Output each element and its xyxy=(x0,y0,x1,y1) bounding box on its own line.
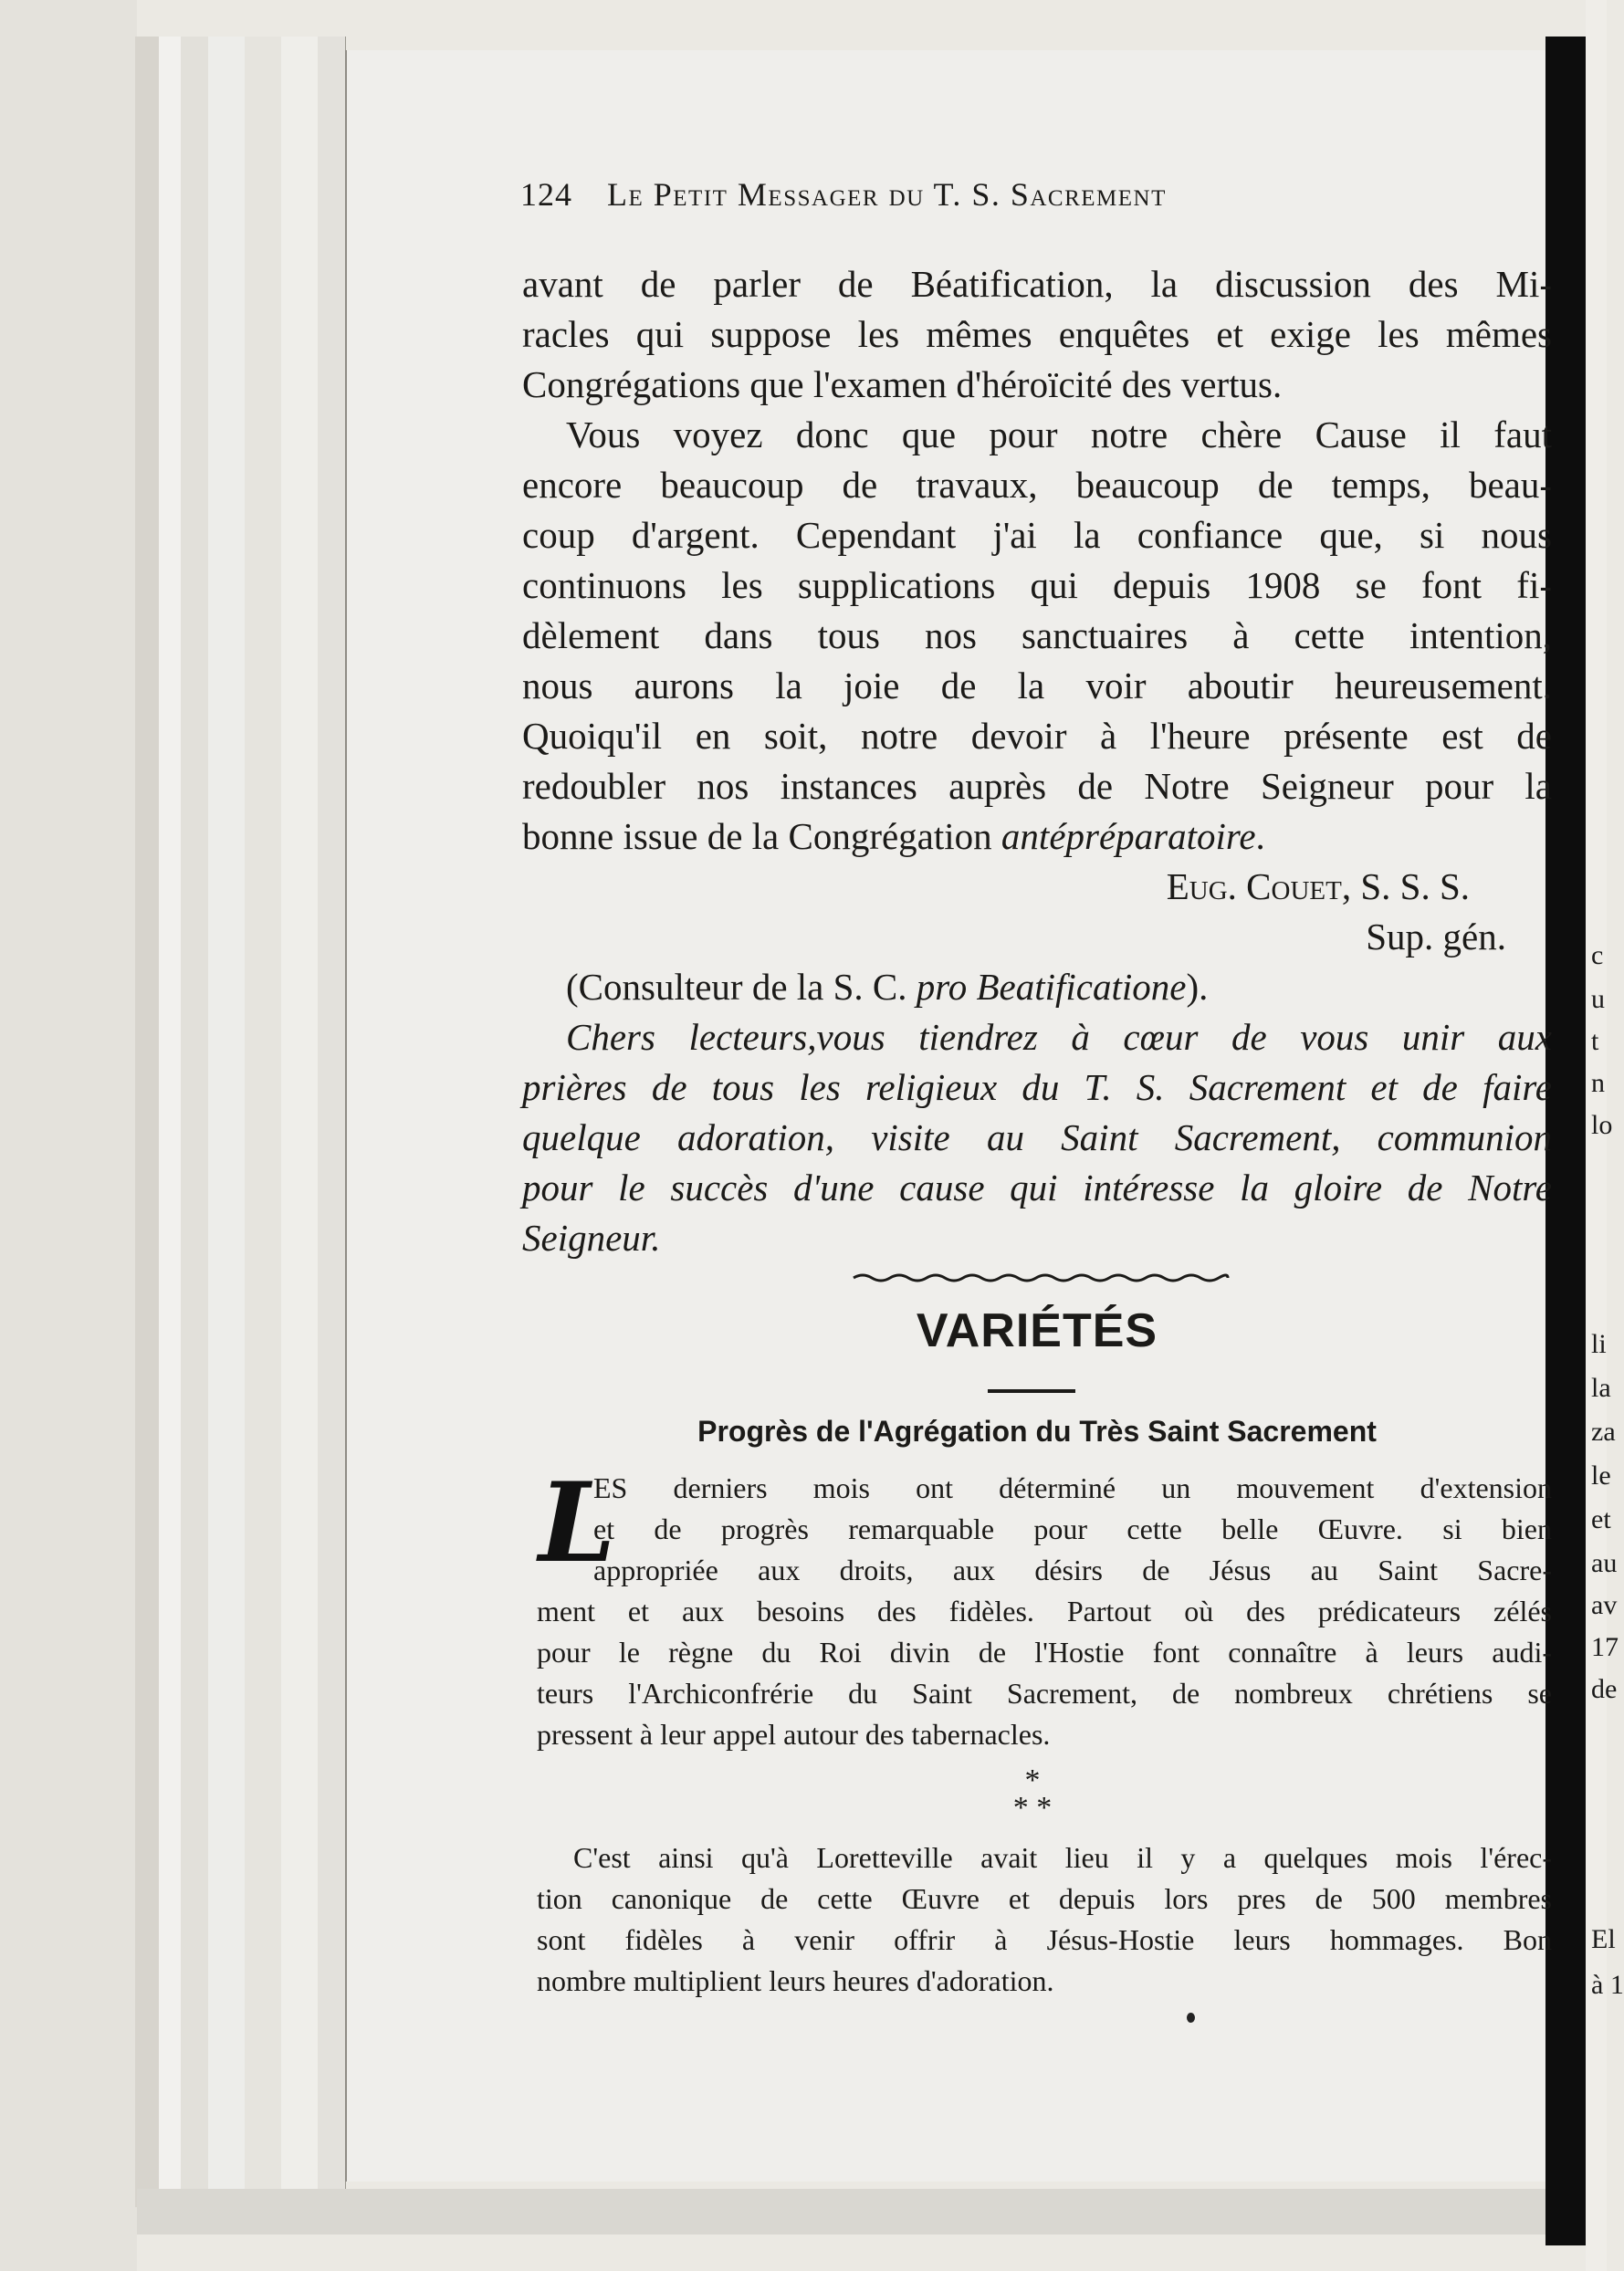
text-line: pressent à leur appel autour des tabernacles. xyxy=(537,1718,1051,1751)
text-line: et de progrès remarquable pour cette belle Œuvre. si bien xyxy=(593,1512,1552,1545)
text-line: nous aurons la joie de la voir aboutir heureusement. xyxy=(522,665,1552,706)
italic-term: pro Beatificatione xyxy=(916,966,1187,1008)
text-line xyxy=(522,811,1552,862)
text-line: encore beaucoup de travaux, beaucoup de temps, beau- xyxy=(522,464,1552,506)
fragment-text: li xyxy=(1591,1329,1607,1359)
page-number: 124 xyxy=(520,176,572,213)
main-text xyxy=(522,259,1552,1263)
fragment-text: lo xyxy=(1591,1110,1613,1140)
fragment-text: t xyxy=(1591,1026,1599,1056)
fragment-text: n xyxy=(1591,1068,1605,1098)
text-line: Vous voyez donc que pour notre chère Cause il faut xyxy=(566,413,1552,455)
fragment-text: El xyxy=(1591,1924,1616,1954)
fragment-text: le xyxy=(1591,1460,1611,1491)
signature-name xyxy=(522,862,1552,912)
fragment-text: à 1 xyxy=(1591,1970,1624,2000)
appeal-line: Seigneur. xyxy=(522,1217,661,1259)
drop-cap: L xyxy=(539,1459,616,1587)
signature-title: Sup. gén. xyxy=(1366,916,1506,958)
asterism-top: * xyxy=(1024,1763,1041,1797)
text-line: tion canonique de cette Œuvre et depuis lors pres de 500 membres xyxy=(537,1882,1552,1915)
fragment-text: la xyxy=(1591,1373,1611,1403)
page-stack-edge xyxy=(318,37,346,2207)
fragment-text: c xyxy=(1591,940,1604,970)
italic-term: antépréparatoire xyxy=(1001,815,1256,857)
page-stack-edge xyxy=(159,37,182,2207)
text-line: Congrégations que l'examen d'héroïcité des vertus. xyxy=(522,363,1283,405)
fragment-text: u xyxy=(1591,984,1605,1014)
facing-page-fragment xyxy=(1586,0,1624,2271)
consultor-line xyxy=(522,962,1552,1012)
asterism-bottom: * * xyxy=(1012,1791,1053,1825)
page-stack-edge xyxy=(245,37,282,2207)
text-span: . xyxy=(1255,815,1265,857)
text-line: C'est ainsi qu'à Loretteville avait lieu il y a quelques mois l'érec- xyxy=(573,1841,1552,1874)
fragment-text: av xyxy=(1591,1590,1618,1620)
text-line: appropriée aux droits, aux désirs de Jésus au Saint Sacre- xyxy=(593,1554,1552,1586)
fragment-text: de xyxy=(1591,1674,1618,1704)
text-line: continuons les supplications qui depuis 1908 se font fi- xyxy=(522,564,1552,606)
fragment-text: et xyxy=(1591,1504,1611,1534)
article-paragraph-2 xyxy=(537,1837,1552,2002)
text-line: teurs l'Archiconfrérie du Saint Sacrement, de nombreux chrétiens se xyxy=(537,1677,1552,1710)
text-line: ment et aux besoins des fidèles. Partout où des prédicateurs zélés xyxy=(537,1595,1552,1627)
appeal-line: prières de tous les religieux du T. S. Sacrement et de faire xyxy=(522,1066,1552,1108)
text-line: avant de parler de Béatification, la discussion des Mi- xyxy=(522,263,1552,305)
running-title: Le Petit Messager du T. S. Sacrement xyxy=(607,176,1167,213)
page-stack-edge xyxy=(208,37,246,2207)
text-line: dèlement dans tous nos sanctuaires à cette intention, xyxy=(522,614,1552,656)
text-line: coup d'argent. Cependant j'ai la confiance que, si nous xyxy=(522,514,1552,556)
text-span: bonne issue de la Congrégation xyxy=(522,815,1001,857)
text-line: redoubler nos instances auprès de Notre Seigneur pour la xyxy=(522,765,1552,807)
section-title: VARIÉTÉS xyxy=(916,1304,1158,1357)
appeal-line: pour le succès d'une cause qui intéresse la gloire de Notre xyxy=(522,1167,1552,1209)
running-header xyxy=(520,175,1561,214)
text-line: pour le règne du Roi divin de l'Hostie font connaître à leurs audi- xyxy=(537,1636,1552,1669)
text-span: ). xyxy=(1186,966,1209,1008)
text-span: (Consulteur de la S. C. xyxy=(566,966,917,1008)
page-stack-edge xyxy=(281,37,319,2207)
text-line: ES derniers mois ont déterminé un mouvement d'extension xyxy=(593,1471,1552,1504)
asterism xyxy=(990,1763,1075,1825)
article-heading: Progrès de l'Agrégation du Très Saint Sacrement xyxy=(697,1415,1377,1448)
appeal-line: quelque adoration, visite au Saint Sacrement, communion xyxy=(522,1116,1552,1158)
fragment-text: au xyxy=(1591,1548,1618,1578)
page-stack-edge xyxy=(135,37,160,2207)
book-bottom-edge xyxy=(137,2189,1570,2234)
article-paragraph-1 xyxy=(537,1459,1552,1755)
text-line: nombre multiplient leurs heures d'adoration. xyxy=(537,1964,1054,1997)
text-line: racles qui suppose les mêmes enquêtes et exige les mêmes xyxy=(522,313,1552,355)
fragment-text: 17 xyxy=(1591,1632,1619,1662)
text-line: sont fidèles à venir offrir à Jésus-Hostie leurs hommages. Bon xyxy=(537,1923,1552,1956)
fragment-text: za xyxy=(1591,1417,1616,1447)
short-rule xyxy=(988,1389,1075,1393)
wavy-rule xyxy=(854,1271,1228,1285)
scan-left-margin xyxy=(0,0,137,2271)
appeal-line: Chers lecteurs,vous tiendrez à cœur de vous unir aux xyxy=(566,1016,1552,1058)
text-line: Quoiqu'il en soit, notre devoir à l'heure présente est de xyxy=(522,715,1552,757)
page-stack-edge xyxy=(181,37,209,2207)
signature-text: Eug. Couet, S. S. S. xyxy=(1166,865,1470,907)
ink-spot xyxy=(1187,2013,1195,2023)
